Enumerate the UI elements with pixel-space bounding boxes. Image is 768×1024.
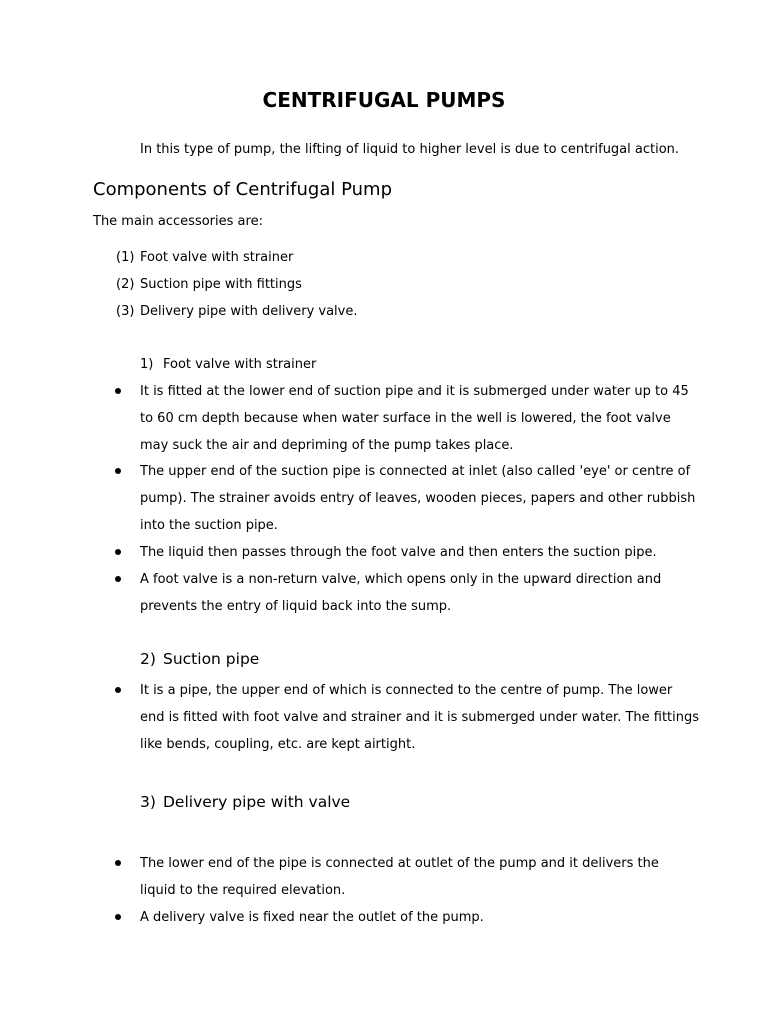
section-number: 2): [140, 650, 156, 668]
bullet-icon: [115, 860, 121, 866]
bullet-icon: [115, 687, 121, 693]
list-item-line: to 60 cm depth because when water surface in the well is lowered, the foot valve: [140, 411, 671, 426]
section-heading: Suction pipe: [163, 650, 260, 668]
list-item: Suction pipe with fittings: [140, 277, 302, 292]
list-item: Delivery pipe with delivery valve.: [140, 304, 358, 319]
section-heading: Delivery pipe with valve: [163, 793, 351, 811]
list-item-line: It is fitted at the lower end of suction pipe and it is submerged under water up to 45: [140, 384, 689, 399]
intro-paragraph: In this type of pump, the lifting of liquid to higher level is due to centrifugal action.: [140, 142, 680, 157]
bullet-icon: [115, 549, 121, 555]
list-item-number: (2): [116, 277, 135, 292]
list-item-line: pump). The strainer avoids entry of leaves, wooden pieces, papers and other rubbish: [140, 491, 696, 506]
list-item-line: prevents the entry of liquid back into the sump.: [140, 599, 452, 614]
list-item-number: (1): [116, 250, 135, 265]
list-item-line: It is a pipe, the upper end of which is connected to the centre of pump. The lower: [140, 683, 673, 698]
list-item: Foot valve with strainer: [140, 250, 294, 265]
accessories-intro: The main accessories are:: [93, 214, 263, 229]
list-item-line: The liquid then passes through the foot valve and then enters the suction pipe.: [140, 545, 657, 560]
bullet-icon: [115, 388, 121, 394]
bullet-icon: [115, 576, 121, 582]
list-item-line: The upper end of the suction pipe is connected at inlet (also called 'eye' or centre of: [140, 464, 691, 479]
list-item-line: A delivery valve is fixed near the outlet of the pump.: [140, 910, 484, 925]
bullet-icon: [115, 468, 121, 474]
list-item-line: into the suction pipe.: [140, 518, 278, 533]
list-item-number: (3): [116, 304, 135, 319]
list-item-line: may suck the air and depriming of the pump takes place.: [140, 438, 514, 453]
list-item-line: like bends, coupling, etc. are kept airtight.: [140, 737, 416, 752]
components-heading: Components of Centrifugal Pump: [93, 179, 393, 200]
section-number: 3): [140, 793, 156, 811]
list-item-line: The lower end of the pipe is connected at outlet of the pump and it delivers the: [140, 856, 659, 871]
list-item-line: liquid to the required elevation.: [140, 883, 346, 898]
list-item-line: end is fitted with foot valve and strainer and it is submerged under water. The fittings: [140, 710, 700, 725]
bullet-icon: [115, 914, 121, 920]
list-item-line: A foot valve is a non-return valve, which opens only in the upward direction and: [140, 572, 662, 587]
section-number: 1): [140, 357, 154, 372]
page-title: CENTRIFUGAL PUMPS: [262, 88, 506, 112]
section-heading: Foot valve with strainer: [163, 357, 317, 372]
